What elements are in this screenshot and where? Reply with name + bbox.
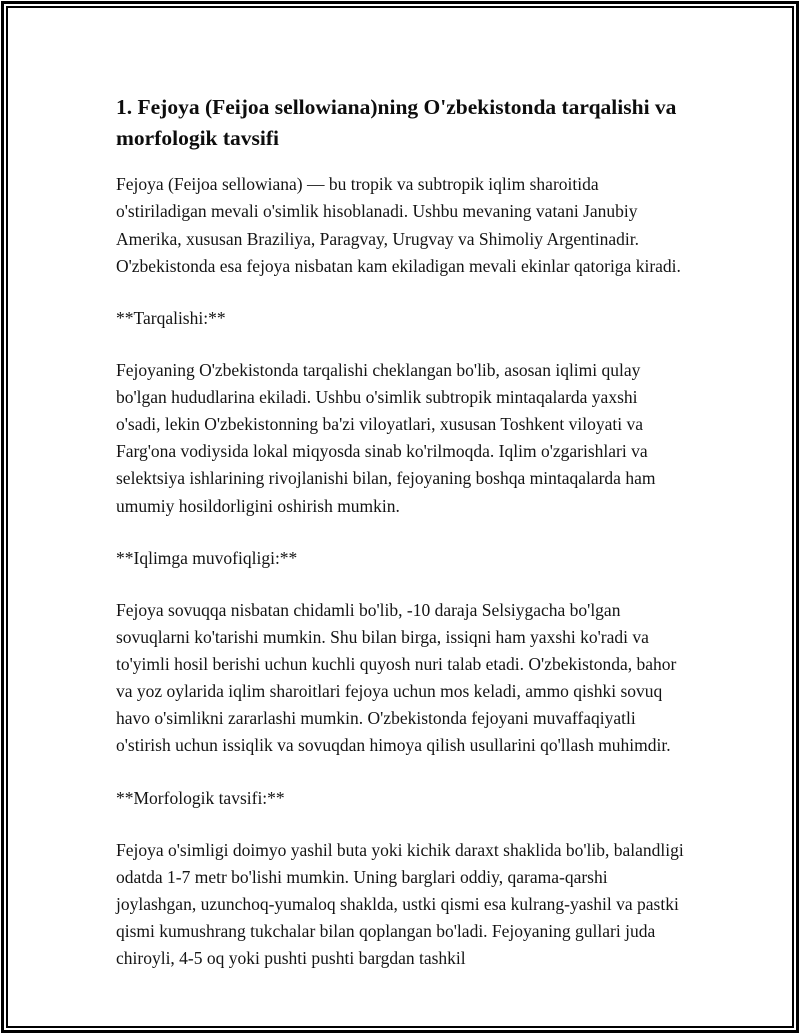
document-title: 1. Fejoya (Feijoa sellowiana)ning O'zbekistonda tarqalishi va morfologik tavsifi — [116, 95, 677, 151]
paragraph-intro: Fejoya (Feijoa sellowiana) — bu tropik va subtropik iqlim sharoitida o'stiriladigan mevali o'simlik hisoblanadi. Ushbu mevaning vatani Janubiy Amerika, xususan Braziliya, Paragvay, Urugvay va Shimoliy Argentinadir. O'zbekistonda esa fejoya nisbatan kam ekiladigan mevali ekinlar qatoriga kiradi. — [116, 174, 681, 276]
paragraph-tarqalishi: Fejoyaning O'zbekistonda tarqalishi cheklangan bo'lib, asosan iqlimi qulay bo'lgan hududlarina ekiladi. Ushbu o'simlik subtropik mintaqalarda yaxshi o'sadi, lekin O'zbekistonning ba'zi viloyatlari, xususan Toshkent viloyati va Farg'ona vodiysida lokal miqyosda sinab ko'rilmoqda. Iqlim o'zgarishlari va selektsiya ishlarining rivojlanishi bilan, fejoyaning boshqa mintaqalarda ham umumiy hosildorligini oshirish mumkin. — [116, 359, 656, 516]
pseudo-heading-morfologik-tavsifi: **Morfologik tavsifi:** — [116, 787, 285, 808]
document-body — [8, 8, 792, 1026]
paragraph-iqlimga-muvofiqligi: Fejoya sovuqqa nisbatan chidamli bo'lib, -10 daraja Selsiygacha bo'lgan sovuqlarni ko'tarishi mumkin. Shu bilan birga, issiqni ham yaxshi ko'radi va to'yimli hosil berishi uchun kuchli quyosh nuri talab etadi. O'zbekistonda, bahor va yoz oylarida iqlim sharoitlari fejoya uchun mos keladi, ammo qishki sovuq havo o'simlikni zararlashi mumkin. O'zbekistonda fejoyani muvaffaqiyatli o'stirish uchun issiqlik va sovuqdan himoya qilish usullarini qo'llash muhimdir. — [116, 599, 677, 756]
page-inner-frame — [6, 6, 794, 1028]
pseudo-heading-tarqalishi: **Tarqalishi:** — [116, 307, 226, 328]
page-outer-frame — [1, 1, 799, 1033]
pseudo-heading-iqlimga-muvofiqligi: **Iqlimga muvofiqligi:** — [116, 547, 298, 568]
paragraph-morfologik-tavsifi: Fejoya o'simligi doimyo yashil buta yoki kichik daraxt shaklida bo'lib, balandligi odatda 1-7 metr bo'lishi mumkin. Uning barglari oddiy, qarama-qarshi joylashgan, uzunchoq-yumaloq shaklda, ustki qismi esa kulrang-yashil va pastki qismi kumushrang tukchalar bilan qoplangan bo'ladi. Fejoyaning gullari juda chiroyli, 4-5 oq yoki pushti pushti bargdan tashkil — [116, 839, 684, 969]
